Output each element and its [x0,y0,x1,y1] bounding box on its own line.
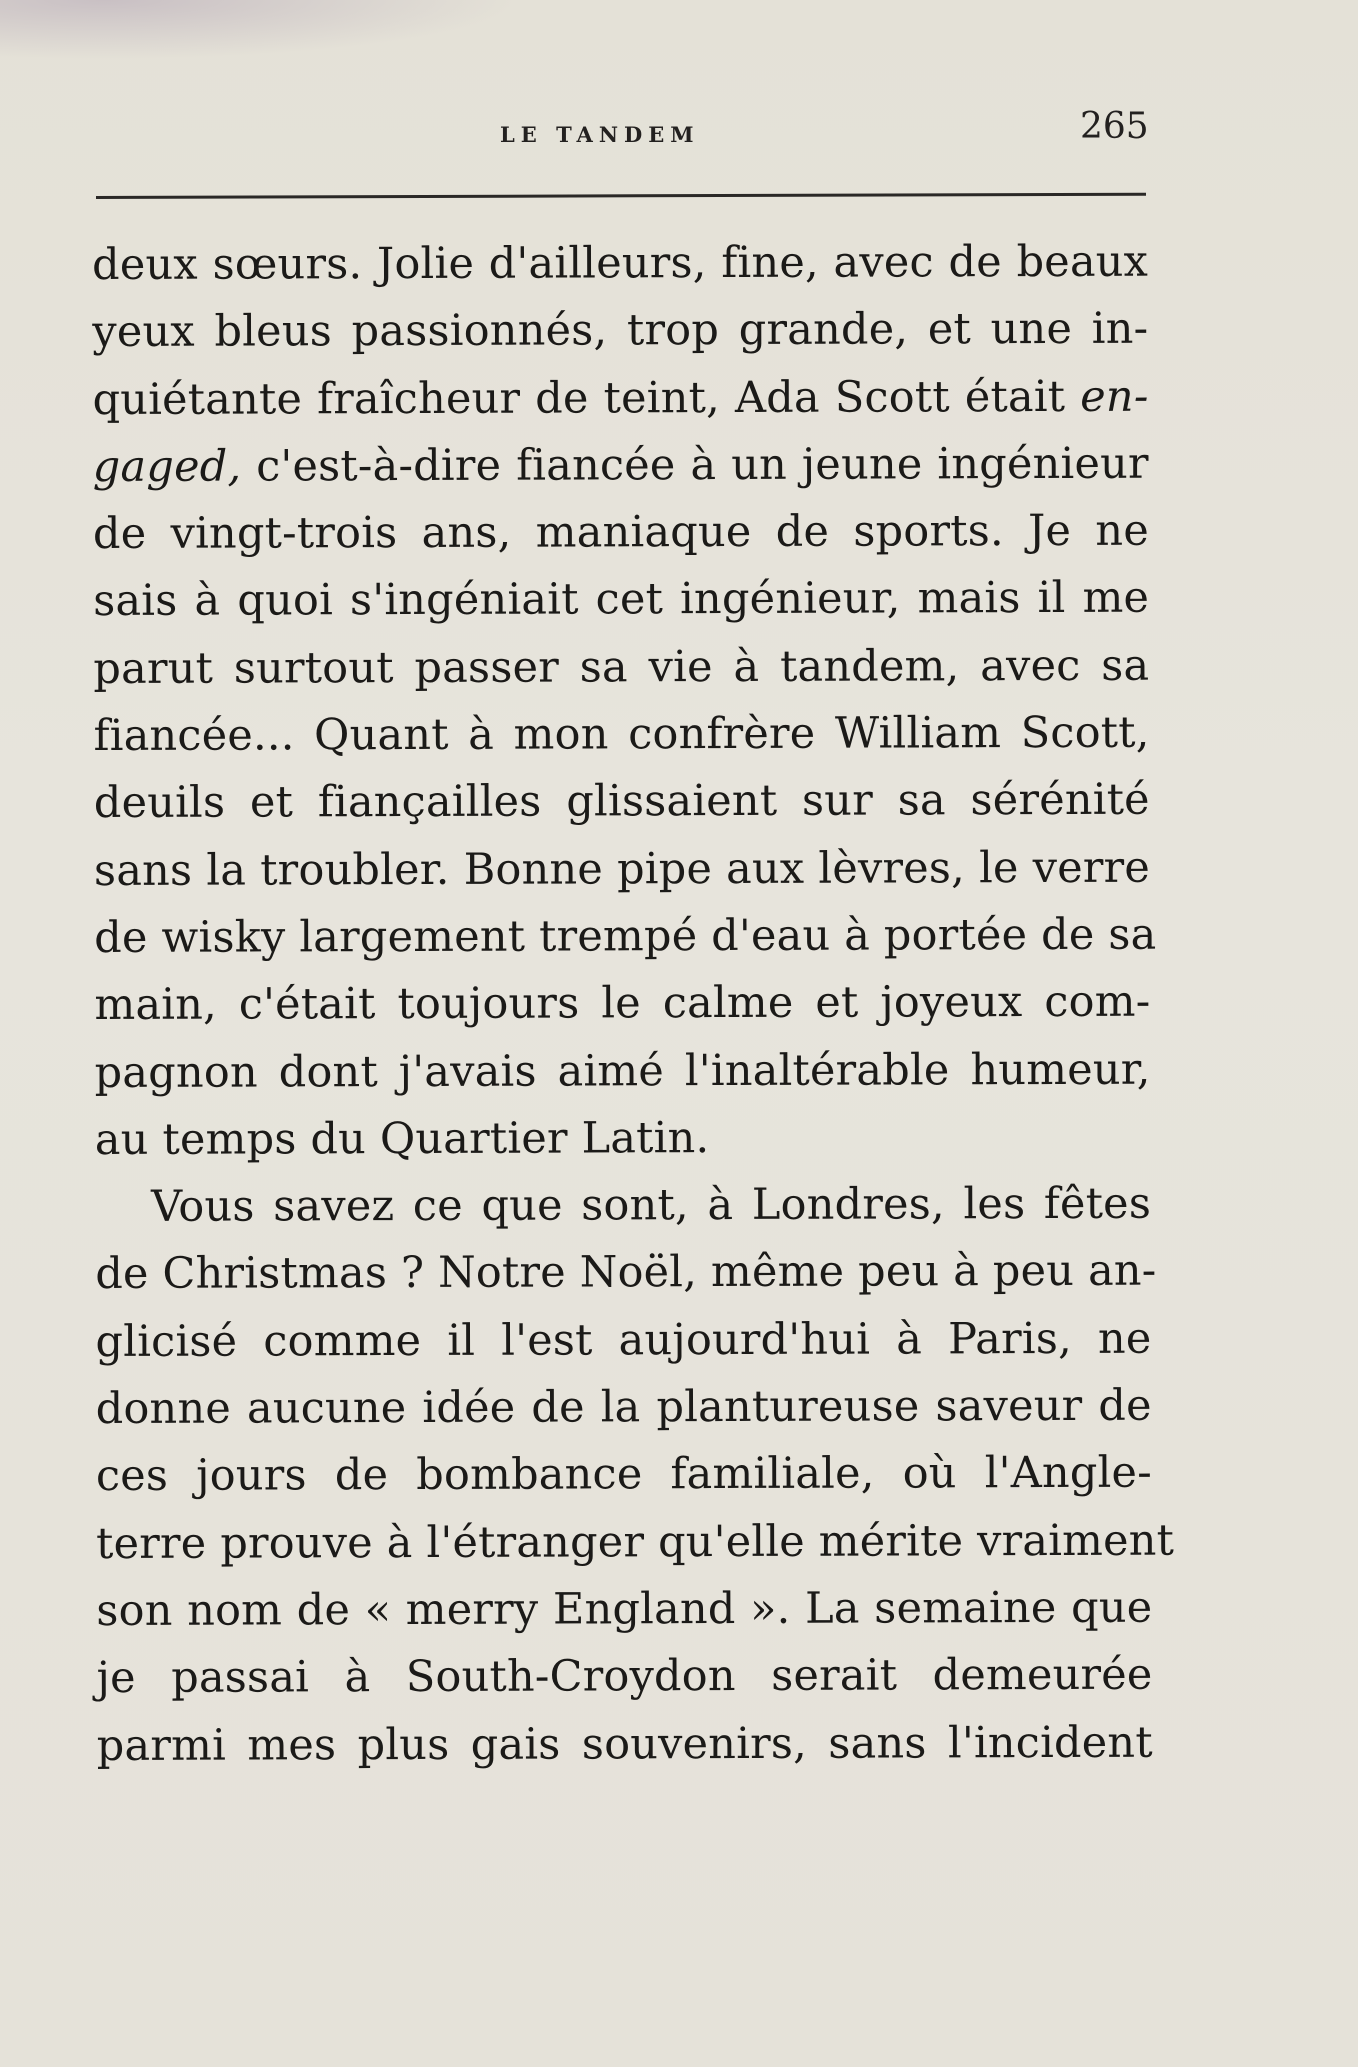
text-line: deux sœurs. Jolie d'ailleurs, fine, avec de beaux [92,236,1149,290]
text-line: au temps du Quartier Latin. [94,1112,710,1165]
text-line [92,363,1148,434]
text-line: de vingt-trois ans, maniaque de sports. Je ne [92,505,1150,560]
text-line: Vous savez ce que sont, à Londres, les fêtes [150,1178,1152,1232]
text-line: donne aucune idée de la plantureuse saveur de [95,1380,1152,1435]
text-line: parmi mes plus gais souvenirs, sans l'incident [96,1717,1153,1771]
text-span: quiétante fraîcheur de teint, Ada Scott était [92,371,1081,425]
header-rule [96,193,1146,199]
text-line: main, c'était toujours le calme et joyeux com- [94,976,1151,1031]
page-stain [0,0,520,60]
italic-word: gaged, [92,441,242,492]
text-line: de Christmas ? Notre Noël, même peu à peu an- [95,1246,1157,1300]
text-line: ces jours de bombance familiale, où l'Angle- [95,1448,1152,1502]
text-line: je passai à South-Croydon serait demeurée [96,1649,1153,1704]
text-line: son nom de « merry England ». La semaine que [96,1582,1153,1636]
text-line: pagnon dont j'avais aimé l'inaltérable humeur, [94,1044,1151,1098]
body-text [92,229,1175,1780]
text-line: fiancée... Quant à mon confrère William Scott, [93,707,1150,762]
page-number: 265 [1080,106,1149,147]
text-line [93,431,1149,502]
text-line: parut surtout passer sa vie à tandem, avec sa [93,640,1150,694]
text-line: yeux bleus passionnés, trop grande, et une in- [92,303,1149,358]
text-line: glicisé comme il l'est aujourd'hui à Paris, ne [95,1313,1152,1367]
text-line: terre prouve à l'étranger qu'elle mérite vraiment [96,1515,1175,1569]
text-line: deuils et fiançailles glissaient sur sa sérénité [93,775,1150,829]
text-line: de wisky largement trempé d'eau à portée de sa [94,909,1157,963]
text-span: c'est-à-dire fiancée à un jeune ingénieur [241,438,1149,492]
text-line: sais à quoi s'ingéniait cet ingénieur, mais il me [93,573,1150,627]
italic-word: en- [1080,371,1149,422]
text-line: sans la troubler. Bonne pipe aux lèvres, le verre [93,842,1151,896]
running-title: LE TANDEM [500,122,700,147]
